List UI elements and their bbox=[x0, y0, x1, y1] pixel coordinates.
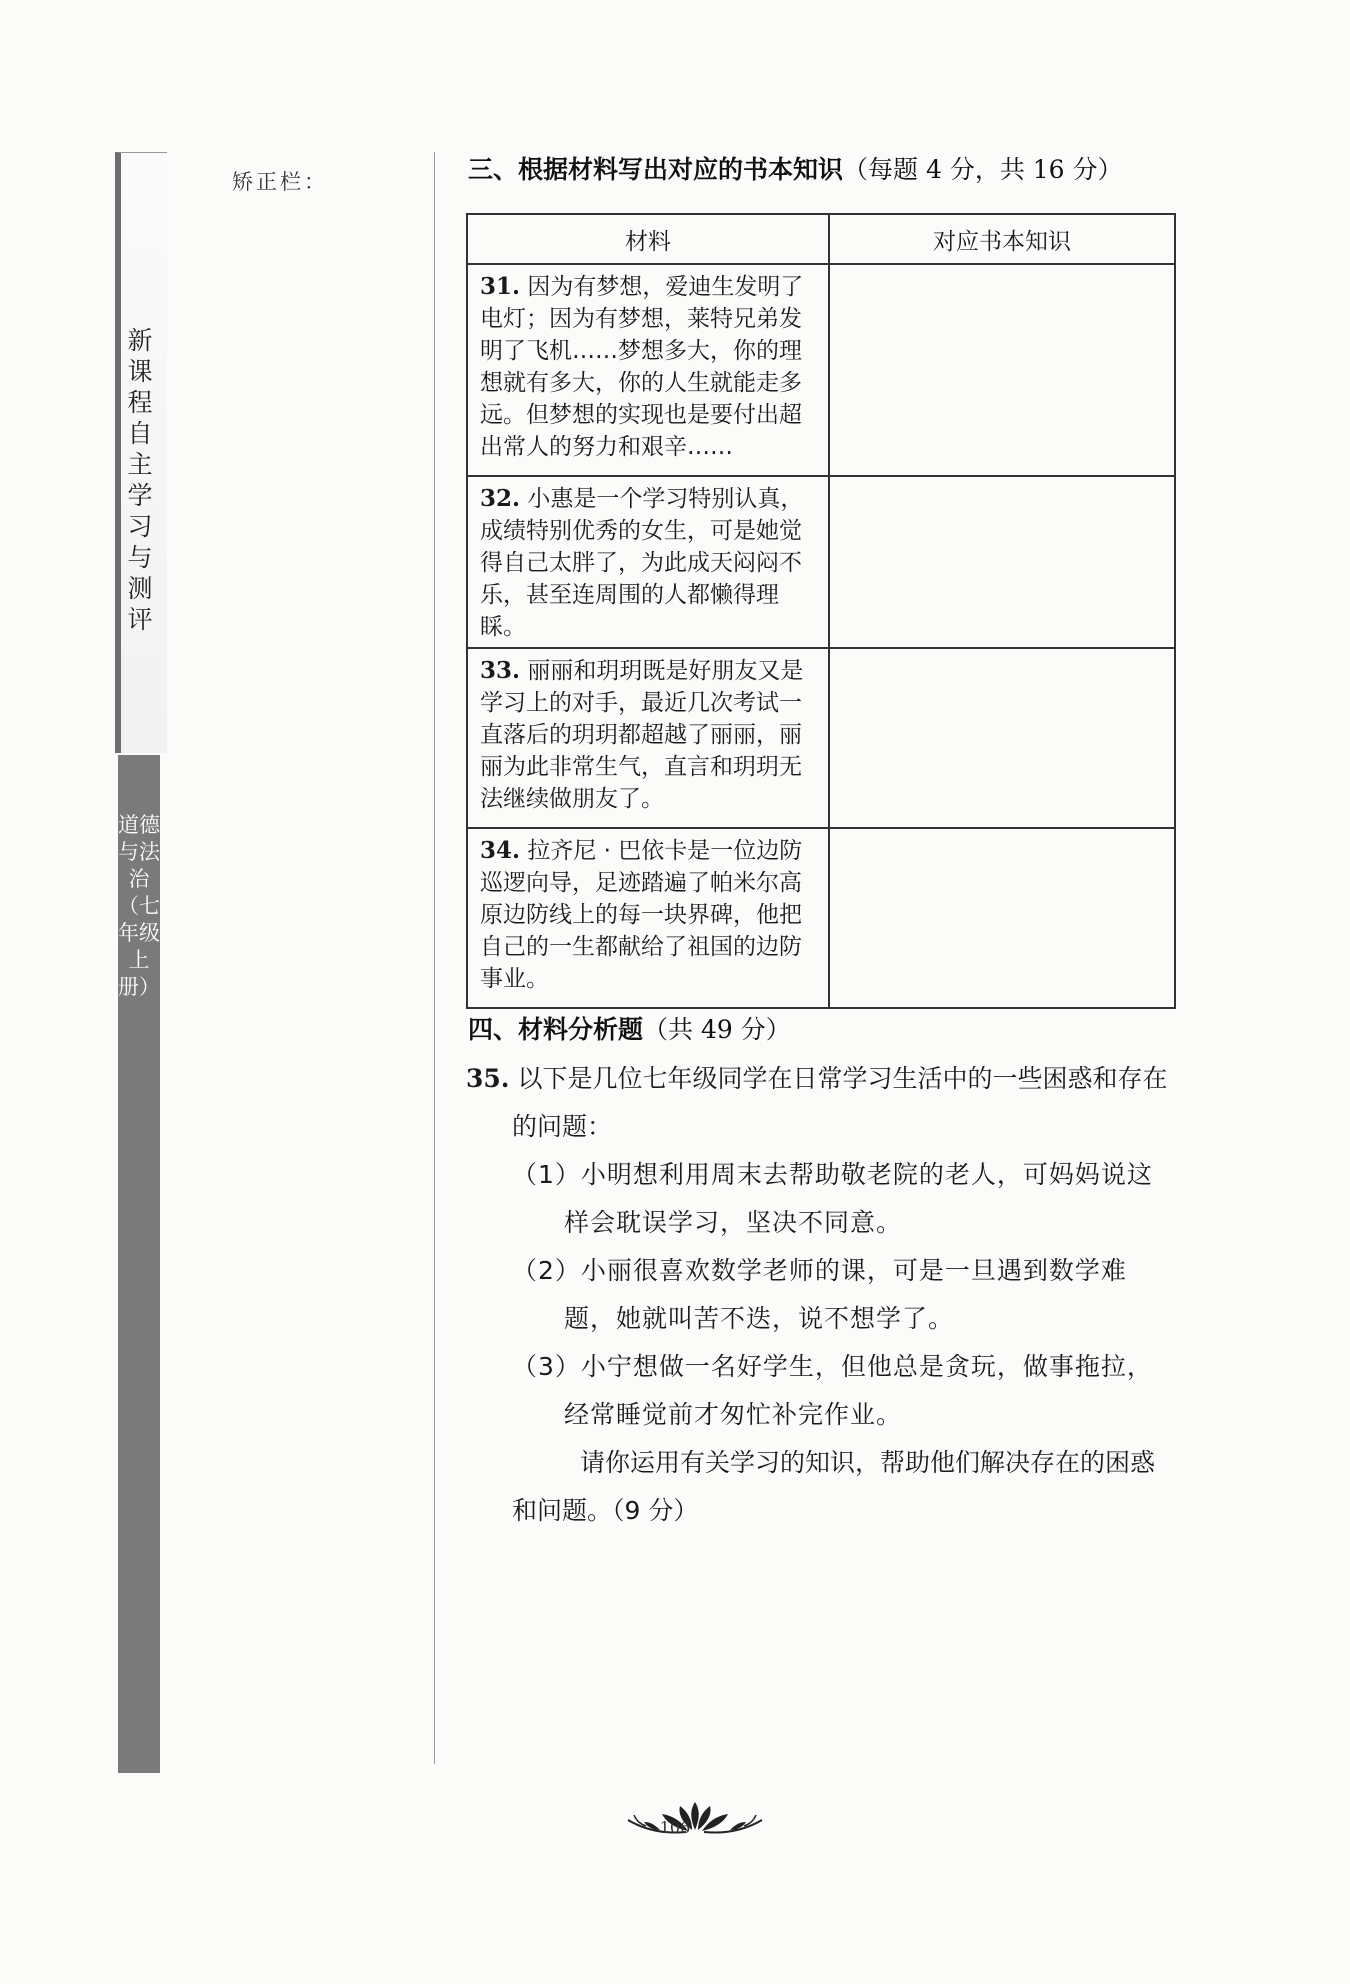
material-knowledge-table bbox=[466, 213, 1176, 1009]
table-row bbox=[467, 264, 1175, 476]
table-header-row bbox=[467, 214, 1175, 264]
table-row bbox=[467, 476, 1175, 648]
material-cell bbox=[467, 476, 829, 648]
answer-cell[interactable] bbox=[829, 828, 1175, 1008]
question-number: 33. bbox=[480, 657, 521, 684]
question-number: 35. bbox=[466, 1064, 510, 1093]
case-item-1: （1）小明想利用周末去帮助敬老院的老人，可妈妈说这样会耽误学习，坚决不同意。 bbox=[512, 1160, 1153, 1237]
case-item-2: （2）小丽很喜欢数学老师的课，可是一旦遇到数学难题，她就叫苦不迭，说不想学了。 bbox=[512, 1256, 1127, 1333]
material-text: 丽丽和玥玥既是好朋友又是学习上的对手，最近几次考试一直落后的玥玥都超越了丽丽，丽丽为此非常生气，直言和玥玥无法继续做朋友了。 bbox=[480, 658, 804, 812]
section-4-heading: 四、材料分析题 bbox=[468, 1015, 644, 1044]
answer-cell[interactable] bbox=[829, 648, 1175, 828]
header-material: 材料 bbox=[467, 214, 829, 264]
question-35-lead bbox=[466, 1055, 1178, 1151]
header-knowledge: 对应书本知识 bbox=[829, 214, 1175, 264]
answer-cell[interactable] bbox=[829, 476, 1175, 648]
page-number: 106 bbox=[659, 1818, 691, 1837]
subject-name: 道德与法治（七年级上册） bbox=[118, 813, 160, 999]
material-cell bbox=[467, 828, 829, 1008]
material-cell bbox=[467, 264, 829, 476]
section-3-title bbox=[468, 150, 1123, 186]
question-35 bbox=[466, 1055, 1178, 1535]
question-35-task: 请你运用有关学习的知识，帮助他们解决存在的困惑和问题。（9 分） bbox=[512, 1448, 1156, 1525]
answer-cell[interactable] bbox=[829, 264, 1175, 476]
section-3-score-note: （每题 4 分，共 16 分） bbox=[843, 155, 1123, 184]
question-number: 31. bbox=[480, 273, 521, 300]
series-name: 新课程自主学习与测评 bbox=[127, 326, 153, 634]
table-row bbox=[467, 648, 1175, 828]
material-text: 因为有梦想，爱迪生发明了电灯；因为有梦想，莱特兄弟发明了飞机……梦想多大，你的理想就有多大，你的人生就能走多远。但梦想的实现也是要付出超出常人的努力和艰辛…… bbox=[480, 274, 804, 460]
material-cell bbox=[467, 648, 829, 828]
question-35-stem: 以下是几位七年级同学在日常学习生活中的一些困惑和存在的问题： bbox=[509, 1064, 1168, 1141]
table-row bbox=[467, 828, 1175, 1008]
section-3-heading: 三、根据材料写出对应的书本知识 bbox=[468, 155, 844, 184]
correction-column-label: 矫正栏： bbox=[232, 170, 328, 194]
case-item-3: （3）小宁想做一名好学生，但他总是贪玩，做事拖拉，经常睡觉前才匆忙补完作业。 bbox=[512, 1352, 1153, 1429]
material-text: 拉齐尼 · 巴依卡是一位边防巡逻向导，足迹踏遍了帕米尔高原边防线上的每一块界碑，他把自己的一生都献给了祖国的边防事业。 bbox=[480, 838, 803, 992]
section-4-score-note: （共 49 分） bbox=[643, 1015, 791, 1044]
question-number: 32. bbox=[480, 485, 521, 512]
question-number: 34. bbox=[480, 837, 521, 864]
material-text: 小惠是一个学习特别认真，成绩特别优秀的女生，可是她觉得自己太胖了，为此成天闷闷不乐，甚至连周围的人都懒得理睬。 bbox=[480, 486, 804, 640]
margin-divider bbox=[434, 152, 435, 1764]
section-4-title bbox=[468, 1010, 791, 1046]
